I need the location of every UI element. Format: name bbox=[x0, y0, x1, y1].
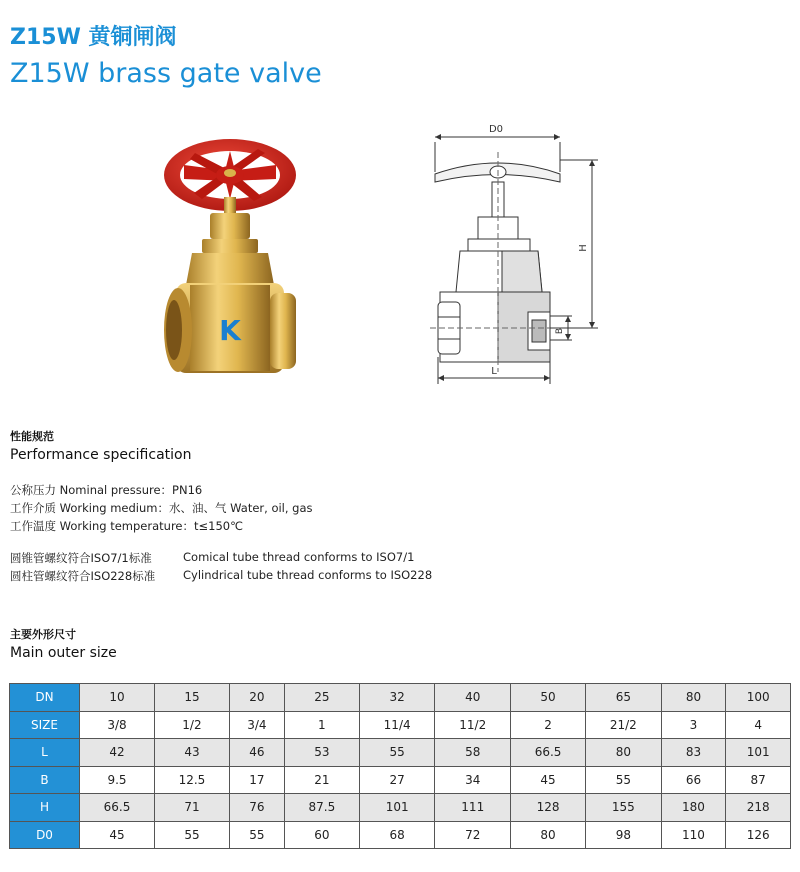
table-cell: 76 bbox=[229, 794, 284, 822]
table-cell: 128 bbox=[511, 794, 586, 822]
table-cell: 40 bbox=[435, 684, 511, 712]
table-cell: 3/8 bbox=[80, 711, 155, 739]
table-cell: 60 bbox=[284, 821, 359, 849]
row-header: B bbox=[10, 766, 80, 794]
table-cell: 11/4 bbox=[359, 711, 435, 739]
table-cell: 80 bbox=[586, 739, 662, 767]
table-cell: 55 bbox=[359, 739, 435, 767]
table-cell: 100 bbox=[726, 684, 791, 712]
table-cell: 46 bbox=[229, 739, 284, 767]
table-cell: 101 bbox=[359, 794, 435, 822]
table-row bbox=[10, 794, 791, 822]
page-title-en: Z15W brass gate valve bbox=[10, 58, 322, 89]
spec-working-temperature: 工作温度 Working temperature：t≤150℃ bbox=[10, 519, 244, 533]
table-cell: 71 bbox=[154, 794, 229, 822]
row-header: D0 bbox=[10, 821, 80, 849]
table-row bbox=[10, 766, 791, 794]
table-cell: 15 bbox=[154, 684, 229, 712]
table-cell: 2 bbox=[511, 711, 586, 739]
table-cell: 34 bbox=[435, 766, 511, 794]
table-cell: 66.5 bbox=[511, 739, 586, 767]
performance-heading-cn: 性能规范 bbox=[10, 430, 54, 443]
table-cell: 9.5 bbox=[80, 766, 155, 794]
valve-dimension-drawing bbox=[420, 112, 640, 397]
table-cell: 98 bbox=[586, 821, 662, 849]
table-cell: 43 bbox=[154, 739, 229, 767]
row-header: DN bbox=[10, 684, 80, 712]
table-cell: 21/2 bbox=[586, 711, 662, 739]
table-row bbox=[10, 711, 791, 739]
table-cell: 101 bbox=[726, 739, 791, 767]
table-cell: 4 bbox=[726, 711, 791, 739]
table-row bbox=[10, 821, 791, 849]
table-cell: 55 bbox=[154, 821, 229, 849]
table-cell: 80 bbox=[511, 821, 586, 849]
spec-working-medium: 工作介质 Working medium：水、油、气 Water, oil, gas bbox=[10, 501, 313, 515]
table-cell: 218 bbox=[726, 794, 791, 822]
table-cell: 50 bbox=[511, 684, 586, 712]
table-cell: 126 bbox=[726, 821, 791, 849]
table-cell: 87.5 bbox=[284, 794, 359, 822]
table-cell: 66.5 bbox=[80, 794, 155, 822]
table-cell: 27 bbox=[359, 766, 435, 794]
dim-l-label: L bbox=[491, 366, 497, 377]
table-cell: 32 bbox=[359, 684, 435, 712]
performance-heading-en: Performance specification bbox=[10, 447, 192, 463]
table-row bbox=[10, 684, 791, 712]
table-cell: 11/2 bbox=[435, 711, 511, 739]
table-cell: 1/2 bbox=[154, 711, 229, 739]
table-cell: 3/4 bbox=[229, 711, 284, 739]
table-cell: 55 bbox=[586, 766, 662, 794]
table-cell: 12.5 bbox=[154, 766, 229, 794]
thread-standard-2-en: Cylindrical tube thread conforms to ISO228 bbox=[183, 568, 433, 582]
table-cell: 10 bbox=[80, 684, 155, 712]
table-cell: 25 bbox=[284, 684, 359, 712]
table-cell: 83 bbox=[661, 739, 726, 767]
dim-b-label: B bbox=[555, 327, 565, 335]
row-header: SIZE bbox=[10, 711, 80, 739]
valve-photo bbox=[150, 135, 320, 395]
table-cell: 66 bbox=[661, 766, 726, 794]
table-cell: 80 bbox=[661, 684, 726, 712]
table-cell: 45 bbox=[80, 821, 155, 849]
table-cell: 65 bbox=[586, 684, 662, 712]
svg-text:K: K bbox=[219, 314, 241, 347]
table-cell: 42 bbox=[80, 739, 155, 767]
table-cell: 155 bbox=[586, 794, 662, 822]
table-cell: 55 bbox=[229, 821, 284, 849]
table-cell: 53 bbox=[284, 739, 359, 767]
table-cell: 1 bbox=[284, 711, 359, 739]
spec-nominal-pressure: 公称压力 Nominal pressure：PN16 bbox=[10, 483, 203, 497]
size-heading-cn: 主要外形尺寸 bbox=[10, 628, 76, 641]
row-header: L bbox=[10, 739, 80, 767]
table-cell: 17 bbox=[229, 766, 284, 794]
table-cell: 21 bbox=[284, 766, 359, 794]
table-cell: 3 bbox=[661, 711, 726, 739]
table-cell: 110 bbox=[661, 821, 726, 849]
table-cell: 68 bbox=[359, 821, 435, 849]
thread-standard-1-cn: 圆锥管螺纹符合ISO7/1标准 bbox=[10, 551, 152, 565]
table-row bbox=[10, 739, 791, 767]
table-cell: 87 bbox=[726, 766, 791, 794]
row-header: H bbox=[10, 794, 80, 822]
table-cell: 111 bbox=[435, 794, 511, 822]
size-heading-en: Main outer size bbox=[10, 645, 117, 661]
dim-d0-label: D0 bbox=[488, 124, 504, 135]
thread-standard-1-en: Comical tube thread conforms to ISO7/1 bbox=[183, 550, 415, 564]
thread-standard-2-cn: 圆柱管螺纹符合ISO228标准 bbox=[10, 569, 156, 583]
page-title-cn: Z15W 黄铜闸阀 bbox=[10, 25, 177, 50]
table-cell: 58 bbox=[435, 739, 511, 767]
table-cell: 180 bbox=[661, 794, 726, 822]
table-cell: 72 bbox=[435, 821, 511, 849]
outer-size-table bbox=[9, 683, 791, 849]
table-cell: 20 bbox=[229, 684, 284, 712]
table-cell: 45 bbox=[511, 766, 586, 794]
dim-h-label: H bbox=[578, 244, 589, 252]
